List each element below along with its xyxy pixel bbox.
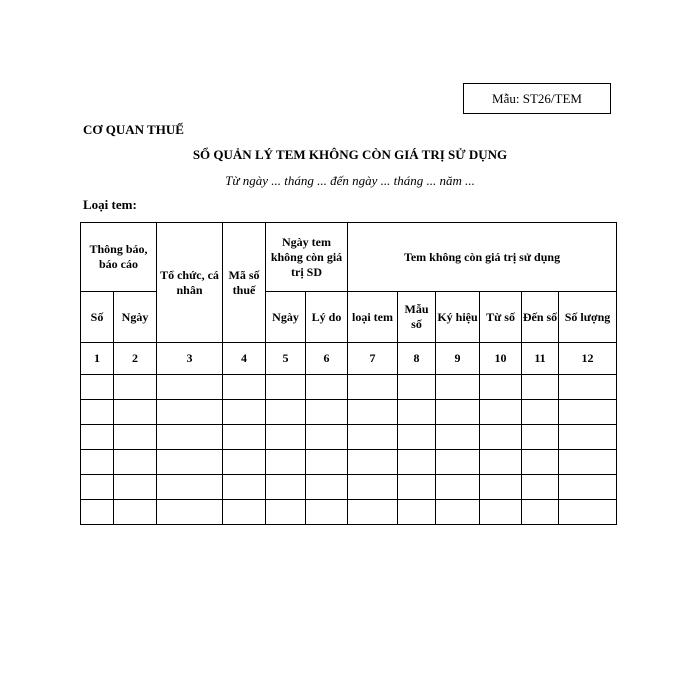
- empty-cell: [480, 450, 522, 475]
- subheader-template-no: Mẫu số: [398, 292, 436, 343]
- subheader-date: Ngày: [114, 292, 157, 343]
- subheader-quantity: Số lượng: [559, 292, 617, 343]
- empty-cell: [157, 400, 223, 425]
- column-number: 1: [81, 343, 114, 375]
- empty-cell: [436, 400, 480, 425]
- subheader-from-no: Từ số: [480, 292, 522, 343]
- empty-cell: [398, 450, 436, 475]
- empty-cell: [398, 475, 436, 500]
- header-invalid-date: Ngày tem không còn giá trị SD: [266, 223, 348, 292]
- empty-cell: [81, 400, 114, 425]
- table-row: [81, 375, 617, 400]
- empty-cell: [522, 500, 559, 525]
- empty-cell: [223, 475, 266, 500]
- empty-cell: [157, 375, 223, 400]
- subheader-reason: Lý do: [306, 292, 348, 343]
- empty-cell: [480, 400, 522, 425]
- empty-cell: [559, 400, 617, 425]
- empty-cell: [398, 400, 436, 425]
- empty-cell: [348, 375, 398, 400]
- empty-cell: [480, 425, 522, 450]
- empty-cell: [306, 400, 348, 425]
- column-number: 2: [114, 343, 157, 375]
- table-row: [81, 400, 617, 425]
- empty-cell: [398, 500, 436, 525]
- empty-cell: [348, 500, 398, 525]
- table-row: [81, 450, 617, 475]
- column-number: 6: [306, 343, 348, 375]
- empty-cell: [114, 375, 157, 400]
- empty-cell: [114, 450, 157, 475]
- column-number: 3: [157, 343, 223, 375]
- header-invalid-stamps: Tem không còn giá trị sử dụng: [348, 223, 617, 292]
- date-range-line: Từ ngày ... tháng ... đến ngày ... tháng ... năm ...: [225, 173, 475, 188]
- empty-cell: [114, 475, 157, 500]
- empty-cell: [559, 475, 617, 500]
- subheader-number: Số: [81, 292, 114, 343]
- empty-cell: [223, 500, 266, 525]
- header-tax-code: Mã số thuế: [223, 223, 266, 343]
- empty-cell: [114, 500, 157, 525]
- empty-cell: [522, 475, 559, 500]
- empty-cell: [223, 400, 266, 425]
- table-row: [81, 425, 617, 450]
- empty-cell: [306, 475, 348, 500]
- empty-cell: [223, 425, 266, 450]
- empty-cell: [348, 475, 398, 500]
- empty-cell: [306, 425, 348, 450]
- empty-cell: [398, 375, 436, 400]
- column-number: 11: [522, 343, 559, 375]
- empty-cell: [480, 500, 522, 525]
- table-row: [81, 475, 617, 500]
- empty-cell: [81, 450, 114, 475]
- empty-cell: [559, 425, 617, 450]
- empty-cell: [436, 375, 480, 400]
- empty-cell: [436, 425, 480, 450]
- header-row-1: [81, 223, 617, 292]
- empty-cell: [436, 475, 480, 500]
- form-code-box: [463, 83, 611, 114]
- subheader-to-no: Đến số: [522, 292, 559, 343]
- column-number: 8: [398, 343, 436, 375]
- table-row: [81, 500, 617, 525]
- empty-cell: [522, 450, 559, 475]
- empty-cell: [266, 475, 306, 500]
- column-number: 7: [348, 343, 398, 375]
- column-number: 5: [266, 343, 306, 375]
- empty-cell: [81, 475, 114, 500]
- document-title: SỔ QUẢN LÝ TEM KHÔNG CÒN GIÁ TRỊ SỬ DỤNG: [192, 147, 508, 162]
- empty-cell: [480, 375, 522, 400]
- empty-cell: [266, 375, 306, 400]
- empty-cell: [436, 500, 480, 525]
- subheader-stamp-type: loại tem: [348, 292, 398, 343]
- column-number: 10: [480, 343, 522, 375]
- column-number: 12: [559, 343, 617, 375]
- empty-cell: [114, 400, 157, 425]
- empty-cell: [348, 425, 398, 450]
- empty-cell: [157, 425, 223, 450]
- empty-cell: [266, 500, 306, 525]
- empty-cell: [348, 400, 398, 425]
- empty-cell: [559, 375, 617, 400]
- empty-cell: [266, 450, 306, 475]
- empty-cell: [522, 425, 559, 450]
- empty-cell: [266, 425, 306, 450]
- column-number-row: [81, 343, 617, 375]
- empty-cell: [157, 475, 223, 500]
- empty-cell: [559, 450, 617, 475]
- agency-label: CƠ QUAN THUẾ: [83, 122, 184, 137]
- empty-cell: [266, 400, 306, 425]
- subheader-day: Ngày: [266, 292, 306, 343]
- empty-cell: [223, 375, 266, 400]
- header-notice-report: Thông báo, báo cáo: [81, 223, 157, 292]
- column-number: 4: [223, 343, 266, 375]
- empty-cell: [480, 475, 522, 500]
- header-organization: Tổ chức, cá nhân: [157, 223, 223, 343]
- subheader-symbol: Ký hiệu: [436, 292, 480, 343]
- empty-cell: [306, 375, 348, 400]
- stamp-register-table: [80, 222, 617, 525]
- empty-cell: [81, 375, 114, 400]
- empty-cell: [114, 425, 157, 450]
- empty-cell: [157, 500, 223, 525]
- empty-cell: [436, 450, 480, 475]
- empty-cell: [559, 500, 617, 525]
- empty-cell: [522, 375, 559, 400]
- form-code: Mẫu: ST26/TEM: [492, 90, 582, 106]
- empty-cell: [522, 400, 559, 425]
- empty-cell: [348, 450, 398, 475]
- empty-cell: [398, 425, 436, 450]
- empty-cell: [306, 450, 348, 475]
- stamp-type-label: Loại tem:: [83, 197, 137, 212]
- empty-cell: [223, 450, 266, 475]
- empty-cell: [157, 450, 223, 475]
- empty-cell: [81, 425, 114, 450]
- empty-cell: [306, 500, 348, 525]
- empty-cell: [81, 500, 114, 525]
- column-number: 9: [436, 343, 480, 375]
